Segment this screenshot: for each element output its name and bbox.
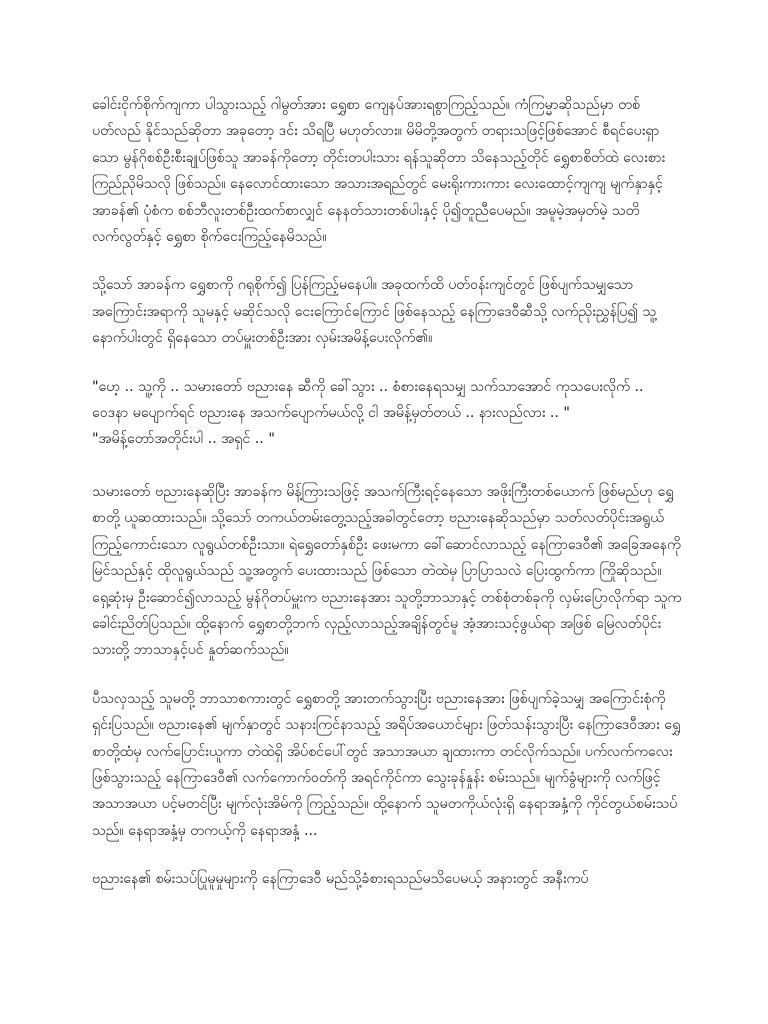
- paragraph-7: ဗညားနေ၏ စမ်းသပ်ပြုမူမှုများကို နေကြာဒေဝီ မည်သို့ခံစားရသည်မသိပေမယ့် အနားတွင် အနီးကပ်: [92, 871, 589, 888]
- dialog-line-1: "ဟေ့ .. သူ့ကို .. သမားတော် ဗညားနေ ဆီကို ခေါ်သွား .. စံစားနေရသမျှ သက်သာအောင် ကုသပေးလိုက် .. ဝေဒနာ မပျောက်ရင် ဗညားနေ အသက်ပျောက်မယ်လို့ ငါ အမိန့်မှတ်တယ် .. နားလည်လား .. ": [92, 378, 644, 422]
- paragraph-6: ပီသလှသည့် သူမတို့ ဘာသာစကားတွင် ရွှေစာတို့ အားတက်သွားပြီး ဗညားနေအား ဖြစ်ပျက်ခဲ့သမျှ အကြောင်းစုံကို ရှင်းပြသည်။ ဗညားနေ၏ မျက်နှာတွင် သနားကြင်နာသည့် အရိပ်အယောင်များ ဖြတ်သန်းသွားပြီး နေကြာဒေဝီအား ရွှေစာတို့ထံမှ လက်ပြောင်းယူကာ တဲထဲရှိ အိပ်စင်ပေါ်တွင် အသာအယာ ချထားကာ တင်လိုက်သည်။ ပက်လက်ကလေး ဖြစ်သွားသည့် နေကြာဒေဝီ၏ လက်ကောက်ဝတ်ကို အရင်ကိုင်ကာ သွေးခုန်နှုန်း စမ်းသည်။ မျက်ခွံများကို လက်ဖြင့်အသာအယာ ပင့်မတင်ပြီး မျက်လုံးအိမ်ကို ကြည့်သည်။ ထို့နောက် သူမတကိုယ်လုံးရှိ နေရာအနှံ့ကို ကိုင်တွယ်စမ်းသပ်သည်။ နေရာအနှံ့မှ တကယ့်ကို နေရာအနှံ့ ...: [92, 690, 681, 839]
- paragraph-2: သို့သော် အာခန်က ရွှေစာကို ဂရုစိုက်၍ ပြန်ကြည့်မနေပါ။ အခုထက်ထိ ပတ်ဝန်းကျင်တွင် ဖြစ်ပျက်သမျှသော အကြောင်းအရာကို သူမနှင့် မဆိုင်သလို ငေးကြောင်ကြောင် ဖြစ်နေသည့် နေကြာဒေဝီဆီသို့ လက်ညိုးညွှန်ပြ၍ သူ့နောက်ပါးတွင် ရှိနေသော တပ်မှူးတစ်ဦးအား လှမ်းအမိန့်ပေးလိုက်၏။: [92, 277, 657, 347]
- document-body: [92, 92, 682, 915]
- paragraph-5: သမားတော် ဗညားနေဆိုပြီး အာခန်က မိန့်ကြားသဖြင့် အသက်ကြီးရင့်နေသော အဖိုးကြီးတစ်ယောက် ဖြစ်မည်ဟု ရွှေစာတို့ ယူဆထားသည်။ သို့သော် တကယ်တမ်းတွေ့သည့်အခါတွင်တော့ ဗညားနေဆိုသည်မှာ သတ်လတ်ပိုင်းအရွယ် ကြည့်ကောင်းသော လူရွယ်တစ်ဦးသာ။ ရဲရွှေတော်နှစ်ဦး ဖေးမကာ ခေါ်ဆောင်လာသည့် နေကြာဒေဝီ၏ အခြေအနေကို မြင်သည်နှင့် ထိုလူရွယ်သည် သူ့အတွက် ပေးထားသည် ဖြစ်သော တဲထဲမှ ပြာပြာသလဲ ပြေးထွက်ကာ ကြိုဆိုသည်။ ရှေ့ဆုံးမှ ဦးဆောင်၍လာသည့် မွန်ဂိုတပ်မှူးက ဗညားနေအား သူတို့ဘာသာနှင့် တစ်စုံတစ်ခုကို လှမ်းပြောလိုက်ရာ သူက ခေါင်းညိတ်ပြသည်။ ထို့နောက် ရွှေစာတို့ဘက် လှည့်လာသည့်အချိန်တွင်မူ အံ့အားသင့်ဖွယ်ရာ အဖြစ် မြေလတ်ပိုင်းသားတို့ ဘာသာနှင့်ပင် နှုတ်ဆက်သည်။: [92, 483, 682, 659]
- paragraph-1: ခေါင်းငိုက်စိုက်ကျကာ ပါသွားသည့် ဂါမွတ်အား ရွှေစာ ကျေနပ်အားရစွာကြည့်သည်။ ကံကြမ္မာဆိုသည်မှာ တစ်ပတ်လည် နိုင်သည်ဆိုတာ အခုတော့ ဒင်း သိရပြီ မဟုတ်လား။ မိမိတို့အတွက် တရားသဖြင့်ဖြစ်အောင် စီရင်ပေးရှာသော မွန်ဂိုစစ်ဦးစီးချုပ်ဖြစ်သူ အာခန်ကိုတော့ တိုင်းတပါးသား ရန်သူဆိုတာ သိနေသည့်တိုင် ရွှေစာစိတ်ထဲ လေးစားကြည်ညိုမိသလို ဖြစ်သည်။ နေလောင်ထားသော အသားအရည်တွင် မေးရိုးကားကား လေးထောင့်ကျကျ မျက်နှာနှင့် အာခန်၏ ပုံစံက စစ်ဘီလူးတစ်ဦးထက်စာလျှင် နေနတ်သားတစ်ပါးနှင့် ပို၍တူညီပေမည်။ အမူမဲ့အမှတ်မဲ့ သတိလက်လွတ်နှင့် ရွှေစာ စိုက်ငေးကြည့်နေမိသည်။: [92, 97, 666, 246]
- dialog-line-2: "အမိန့်တော်အတိုင်းပါ .. အရှင် .. ": [92, 431, 275, 448]
